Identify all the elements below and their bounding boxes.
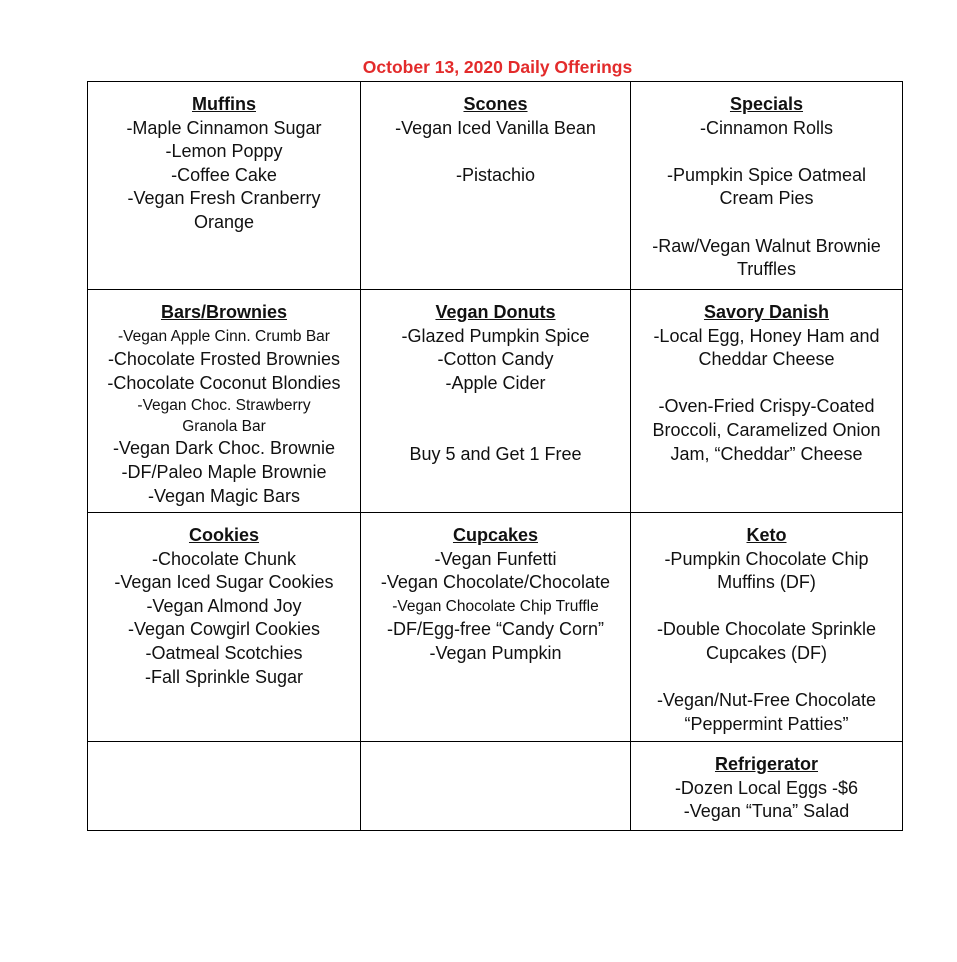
refrigerator-cell: [631, 742, 903, 831]
bars-item: -Chocolate Coconut Blondies: [107, 372, 341, 393]
donuts-cell: [361, 290, 631, 513]
cookies-header: Cookies: [188, 525, 260, 545]
cookies-item: -Vegan Almond Joy: [146, 595, 302, 616]
muffins-item: -Vegan Fresh Cranberry Orange: [127, 188, 321, 232]
cupcakes-cell: [361, 513, 631, 742]
muffins-item: -Maple Cinnamon Sugar: [126, 117, 322, 138]
keto-item: -Vegan/Nut-Free Chocolate “Peppermint Patties”: [656, 690, 877, 734]
donuts-item: -Cotton Candy: [437, 349, 554, 370]
cookies-item: -Vegan Iced Sugar Cookies: [114, 572, 334, 593]
bars-item: -Vegan Apple Cinn. Crumb Bar: [118, 327, 330, 345]
table-row: [88, 82, 903, 290]
cookies-item: -Chocolate Chunk: [151, 548, 297, 569]
specials-item: -Cinnamon Rolls: [699, 117, 834, 138]
danish-header: Savory Danish: [703, 302, 830, 322]
muffins-item: -Coffee Cake: [171, 164, 277, 185]
muffins-header: Muffins: [192, 94, 256, 114]
bars-item: -Vegan Magic Bars: [147, 485, 301, 506]
muffins-item: -Lemon Poppy: [165, 141, 283, 162]
specials-item: -Pumpkin Spice Oatmeal Cream Pies: [666, 164, 867, 209]
danish-item: -Oven-Fried Crispy-Coated Broccoli, Caramelized Onion Jam, “Cheddar” Cheese: [652, 396, 881, 464]
bars-header: Bars/Brownies: [160, 302, 288, 322]
cookies-cell: [88, 513, 361, 742]
cupcakes-item: -Vegan Pumpkin: [429, 642, 562, 663]
empty-cell: [88, 742, 361, 831]
specials-header: Specials: [729, 94, 804, 114]
cookies-item: -Fall Sprinkle Sugar: [144, 666, 304, 687]
keto-item: -Double Chocolate Sprinkle Cupcakes (DF): [656, 619, 877, 663]
danish-cell: [631, 290, 903, 513]
cupcakes-item: -DF/Egg-free “Candy Corn”: [386, 619, 605, 640]
donuts-item: -Apple Cider: [445, 372, 546, 393]
cupcakes-item: -Vegan Funfetti: [434, 548, 557, 569]
specials-cell: [631, 82, 903, 290]
table-row: [88, 290, 903, 513]
scones-cell: [361, 82, 631, 290]
cupcakes-item: -Vegan Chocolate/Chocolate: [380, 572, 611, 593]
offerings-table: [87, 81, 903, 831]
cupcakes-item: -Vegan Chocolate Chip Truffle: [392, 597, 599, 615]
cookies-item: -Vegan Cowgirl Cookies: [127, 619, 321, 640]
table-row: [88, 742, 903, 831]
donuts-header: Vegan Donuts: [435, 302, 556, 322]
scones-item: -Pistachio: [455, 164, 536, 185]
refrigerator-item: -Vegan “Tuna” Salad: [683, 801, 850, 822]
danish-item: -Local Egg, Honey Ham and Cheddar Cheese: [653, 325, 880, 370]
donuts-item: -Glazed Pumpkin Spice: [401, 325, 590, 346]
cookies-item: -Oatmeal Scotchies: [145, 642, 303, 663]
empty-cell: [361, 742, 631, 831]
table-row: [88, 513, 903, 742]
keto-cell: [631, 513, 903, 742]
refrigerator-header: Refrigerator: [714, 754, 819, 774]
donuts-promo: Buy 5 and Get 1 Free: [409, 443, 582, 464]
bars-item: -Vegan Choc. Strawberry Granola Bar: [137, 397, 311, 436]
bars-item: -DF/Paleo Maple Brownie: [121, 461, 327, 482]
bars-cell: [88, 290, 361, 513]
page-title: October 13, 2020 Daily Offerings: [362, 57, 633, 77]
bars-item: -Vegan Dark Choc. Brownie: [112, 438, 336, 459]
refrigerator-item: -Dozen Local Eggs -$6: [674, 777, 859, 798]
cupcakes-header: Cupcakes: [452, 525, 539, 545]
specials-item: -Raw/Vegan Walnut Brownie Truffles: [652, 235, 881, 280]
bars-item: -Chocolate Frosted Brownies: [107, 349, 341, 370]
scones-header: Scones: [463, 94, 528, 114]
keto-header: Keto: [746, 525, 787, 545]
scones-item: -Vegan Iced Vanilla Bean: [395, 117, 596, 138]
keto-item: -Pumpkin Chocolate Chip Muffins (DF): [664, 548, 869, 593]
muffins-cell: [88, 82, 361, 290]
